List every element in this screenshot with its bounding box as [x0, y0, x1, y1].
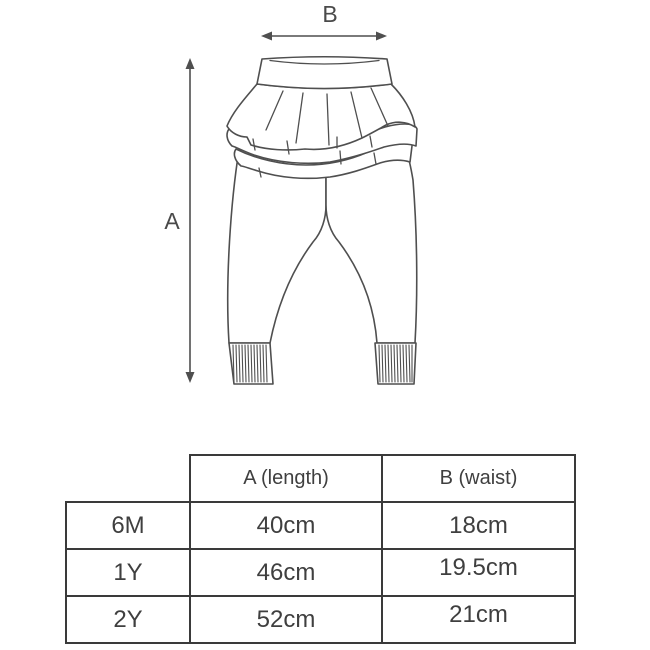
size-row-2y [66, 596, 575, 643]
b-arrowhead-right [376, 32, 387, 41]
column-header-a-length: A (length) [190, 455, 382, 502]
value-2y-waist-text: 21cm [449, 600, 508, 628]
garment-sketch [227, 57, 417, 384]
header-row [66, 455, 575, 502]
dimension-label-b: B [322, 1, 338, 27]
value-1y-length: 46cm [190, 549, 382, 596]
size-label-2y: 2Y [66, 596, 190, 643]
value-2y-length: 52cm [190, 596, 382, 643]
waistband [257, 57, 392, 89]
value-2y-waist [382, 596, 575, 643]
value-6m-length: 40cm [190, 502, 382, 549]
size-row-6m [66, 502, 575, 549]
dimension-a [186, 58, 195, 383]
dimension-label-a: A [164, 208, 180, 234]
right-leg [326, 150, 417, 343]
size-label-1y: 1Y [66, 549, 190, 596]
blank-corner-cell [66, 455, 190, 502]
pants-legs [228, 150, 417, 343]
size-chart-table [65, 454, 576, 644]
a-arrowhead-bottom [186, 372, 195, 383]
size-row-1y [66, 549, 575, 596]
column-header-b-waist: B (waist) [382, 455, 575, 502]
size-label-6m: 6M [66, 502, 190, 549]
value-6m-waist: 18cm [382, 502, 575, 549]
value-1y-waist [382, 549, 575, 596]
ankle-cuffs [229, 343, 416, 384]
dimension-b [261, 32, 387, 41]
value-1y-waist-text: 19.5cm [439, 553, 518, 581]
a-arrowhead-top [186, 58, 195, 69]
b-arrowhead-left [261, 32, 272, 41]
